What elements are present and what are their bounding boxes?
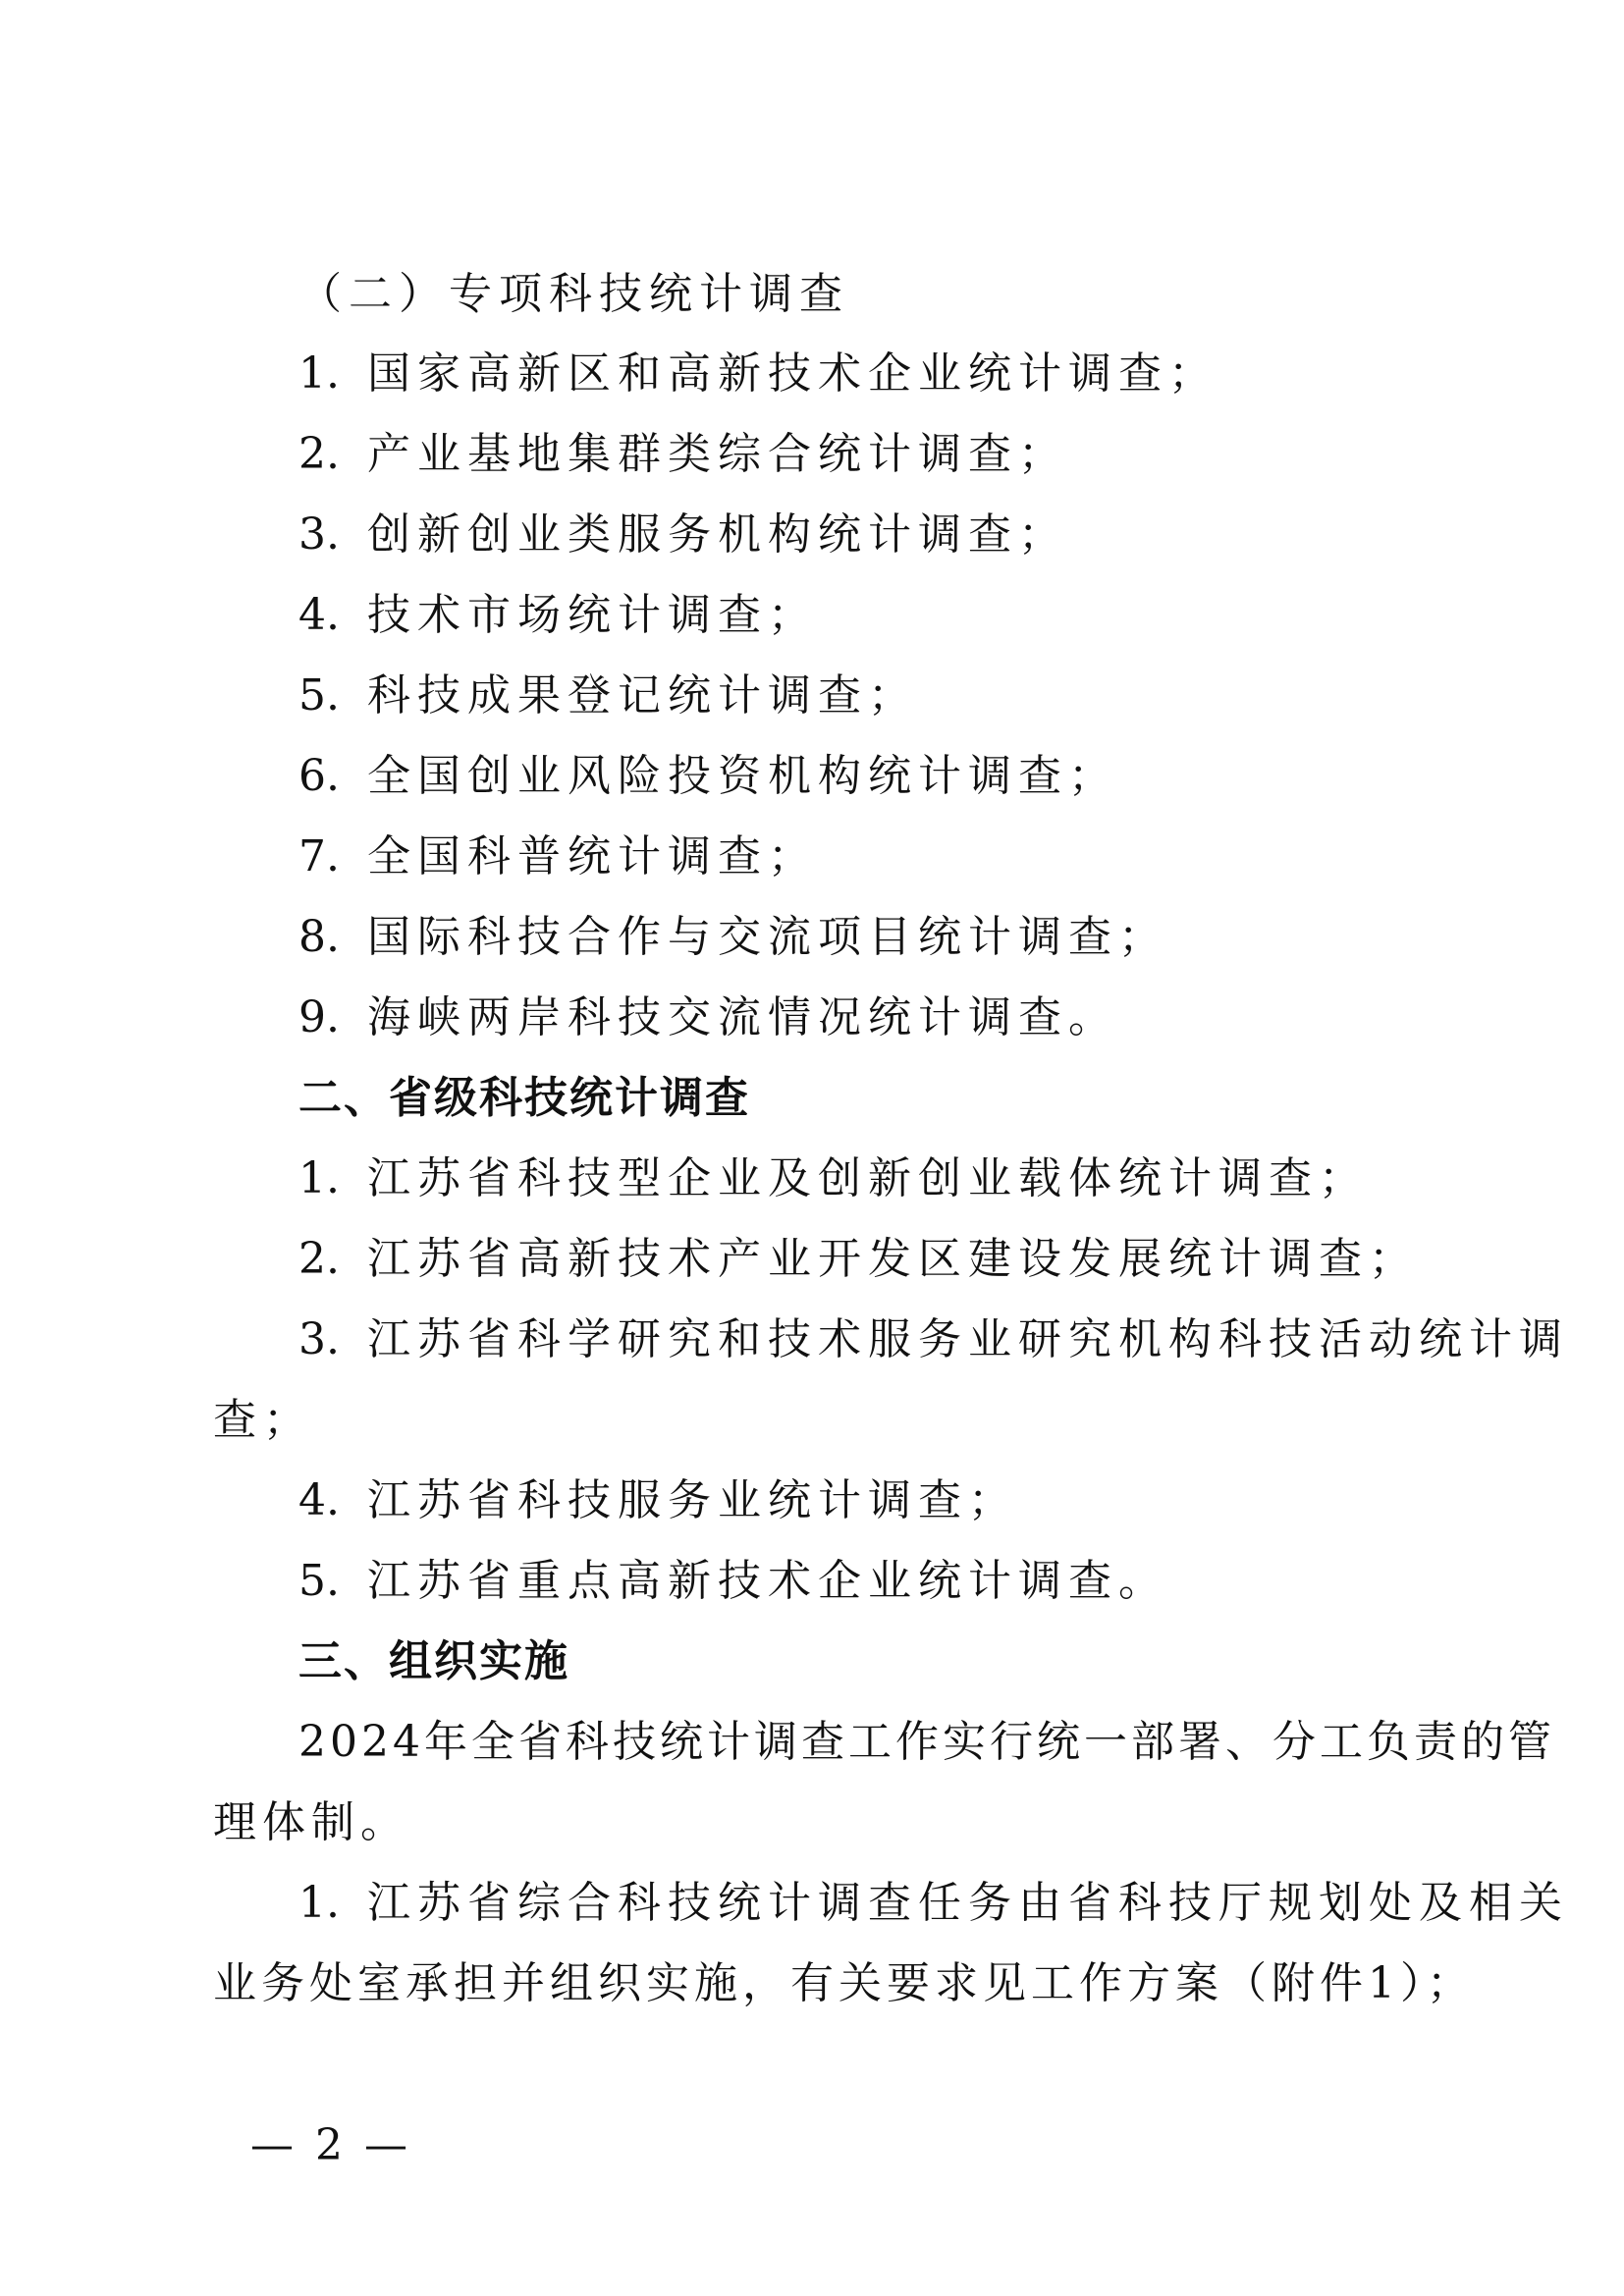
list-text: 科技成果登记统计调查； — [367, 670, 918, 721]
section-heading-implementation: 三、组织实施 — [298, 1636, 569, 1686]
section-title-special-surveys: （二）专项科技统计调查 — [298, 269, 849, 319]
list-text: 江苏省科技型企业及创新创业载体统计调查； — [367, 1153, 1369, 1203]
list-number: 6. — [298, 751, 340, 801]
list-number: 4. — [298, 590, 340, 640]
list-item — [298, 1151, 1418, 1206]
list-text: 江苏省科学研究和技术服务业研究机构科技活动统计调 — [367, 1314, 1569, 1364]
list-number: 3. — [298, 509, 340, 560]
list-text: 国家高新区和高新技术企业统计调查； — [367, 348, 1218, 399]
list-text: 国际科技合作与交流项目统计调查； — [367, 912, 1168, 962]
paragraph-line: 理体制。 — [213, 1797, 409, 1847]
list-item — [298, 1232, 1418, 1287]
list-number: 8. — [298, 912, 340, 962]
list-item — [298, 507, 1418, 562]
list-text: 全国创业风险投资机构统计调查； — [367, 751, 1118, 801]
paragraph-line: 业务处室承担并组织实施，有关要求见工作方案（附件1）； — [213, 1958, 1475, 2008]
list-item — [298, 588, 1418, 643]
list-number: 9. — [298, 992, 340, 1042]
list-text: 创新创业类服务机构统计调查； — [367, 509, 1068, 560]
list-item — [298, 1473, 1418, 1528]
list-text: 全国科普统计调查； — [367, 831, 818, 881]
list-item — [298, 829, 1418, 884]
list-item — [298, 1554, 1418, 1609]
section-heading-provincial: 二、省级科技统计调查 — [298, 1073, 750, 1123]
paragraph-line: 2024年全省科技统计调查工作实行统一部署、分工负责的管 — [298, 1717, 1555, 1767]
list-number: 5. — [298, 670, 340, 721]
page-number: — 2 — — [250, 2120, 411, 2170]
list-number: 3. — [298, 1314, 340, 1364]
list-text: 江苏省高新技术产业开发区建设发展统计调查； — [367, 1234, 1419, 1284]
list-number: 2. — [298, 429, 340, 479]
list-item — [298, 347, 1418, 401]
list-item — [298, 668, 1418, 723]
list-item — [298, 749, 1418, 804]
list-item — [298, 1876, 1569, 1931]
list-text: 江苏省综合科技统计调查任务由省科技厅规划处及相关 — [367, 1878, 1569, 1928]
list-item — [298, 990, 1418, 1045]
list-number: 1. — [298, 1878, 340, 1928]
list-number: 7. — [298, 831, 340, 881]
list-number: 1. — [298, 1153, 340, 1203]
list-item — [298, 910, 1418, 965]
list-text: 江苏省科技服务业统计调查； — [367, 1475, 1018, 1525]
list-text: 江苏省重点高新技术企业统计调查。 — [367, 1556, 1168, 1606]
list-number: 2. — [298, 1234, 340, 1284]
list-number: 1. — [298, 348, 340, 399]
list-text: 技术市场统计调查； — [367, 590, 818, 640]
list-item — [298, 1312, 1569, 1367]
list-text: 产业基地集群类综合统计调查； — [367, 429, 1068, 479]
list-number: 4. — [298, 1475, 340, 1525]
list-item — [298, 427, 1418, 482]
list-number: 5. — [298, 1556, 340, 1606]
list-item-continuation: 查； — [213, 1395, 313, 1445]
list-text: 海峡两岸科技交流情况统计调查。 — [367, 992, 1118, 1042]
